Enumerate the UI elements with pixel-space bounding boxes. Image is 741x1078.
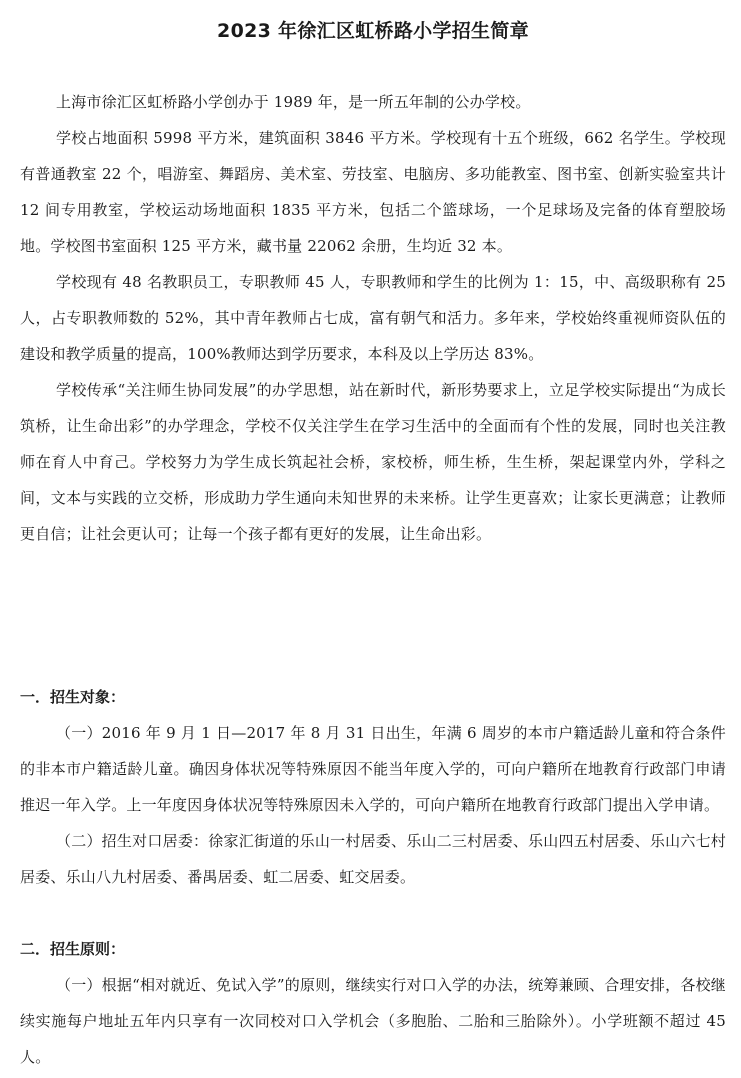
document-title: 2023 年徐汇区虹桥路小学招生简章 — [217, 19, 529, 42]
intro-paragraph-founding: 上海市徐汇区虹桥路小学创办于 1989 年，是一所五年制的公办学校。 — [56, 93, 531, 111]
enrollment-target-paragraph-age: （一）2016 年 9 月 1 日—2017 年 8 月 31 日出生，年满 6 周岁的本市户籍适龄儿童和符合条件的非本市户籍适龄儿童。确因身体状况等特殊原因不能当年度入学的，可向户籍所在地教育行政部门申请推迟一年入学。上一年度因身体状况等特殊原因未入学的，可向户籍所在地教育行政部门提出入学申请。 — [20, 724, 726, 814]
section-enrollment-principles — [20, 931, 726, 1075]
enrollment-target-paragraph-committees: （二）招生对口居委：徐家汇街道的乐山一村居委、乐山二三村居委、乐山四五村居委、乐山六七村居委、乐山八九村居委、番禺居委、虹二居委、虹交居委。 — [20, 832, 726, 886]
section-heading-enrollment-principles: 二．招生原则： — [20, 940, 126, 958]
intro-paragraph-staff: 学校现有 48 名教职员工，专职教师 45 人，专职教师和学生的比例为 1：15，中、高级职称有 25 人，占专职教师数的 52%，其中青年教师占七成，富有朝气和活力。多年来，学校始终重视师资队伍的建设和教学质量的提高，100%教师达到学历要求，本科及以上学历达 83%。 — [20, 273, 726, 363]
intro-paragraph-facilities: 学校占地面积 5998 平方米，建筑面积 3846 平方米。学校现有十五个班级，662 名学生。学校现有普通教室 22 个，唱游室、舞蹈房、美术室、劳技室、电脑房、多功能教室、图书室、创新实验室共计 12 间专用教室，学校运动场地面积 1835 平方米，包括二个篮球场，一个足球场及完备的体育塑胶场地。学校图书室面积 125 平方米，藏书量 22062 余册，生均近 32 本。 — [20, 129, 726, 255]
intro-paragraph-philosophy: 学校传承“关注师生协同发展”的办学思想，站在新时代，新形势要求上，立足学校实际提出“为成长筑桥，让生命出彩”的办学理念，学校不仅关注学生在学习生活中的全面而有个性的发展，同时也关注教师在育人中育己。学校努力为学生成长筑起社会桥，家校桥，师生桥，生生桥，架起课堂内外，学科之间，文本与实践的立交桥，形成助力学生通向未知世界的未来桥。让学生更喜欢；让家长更满意；让教师更自信；让社会更认可；让每一个孩子都有更好的发展，让生命出彩。 — [20, 381, 726, 543]
section-heading-enrollment-target: 一．招生对象： — [20, 688, 126, 706]
section-enrollment-target — [20, 679, 726, 895]
enrollment-principles-paragraph-1: （一）根据“相对就近、免试入学”的原则，继续实行对口入学的办法，统筹兼顾、合理安排，各校继续实施每户地址五年内只享有一次同校对口入学机会（多胞胎、二胎和三胎除外）。小学班额不超过 45 人。 — [20, 976, 726, 1066]
intro-section — [20, 84, 726, 552]
